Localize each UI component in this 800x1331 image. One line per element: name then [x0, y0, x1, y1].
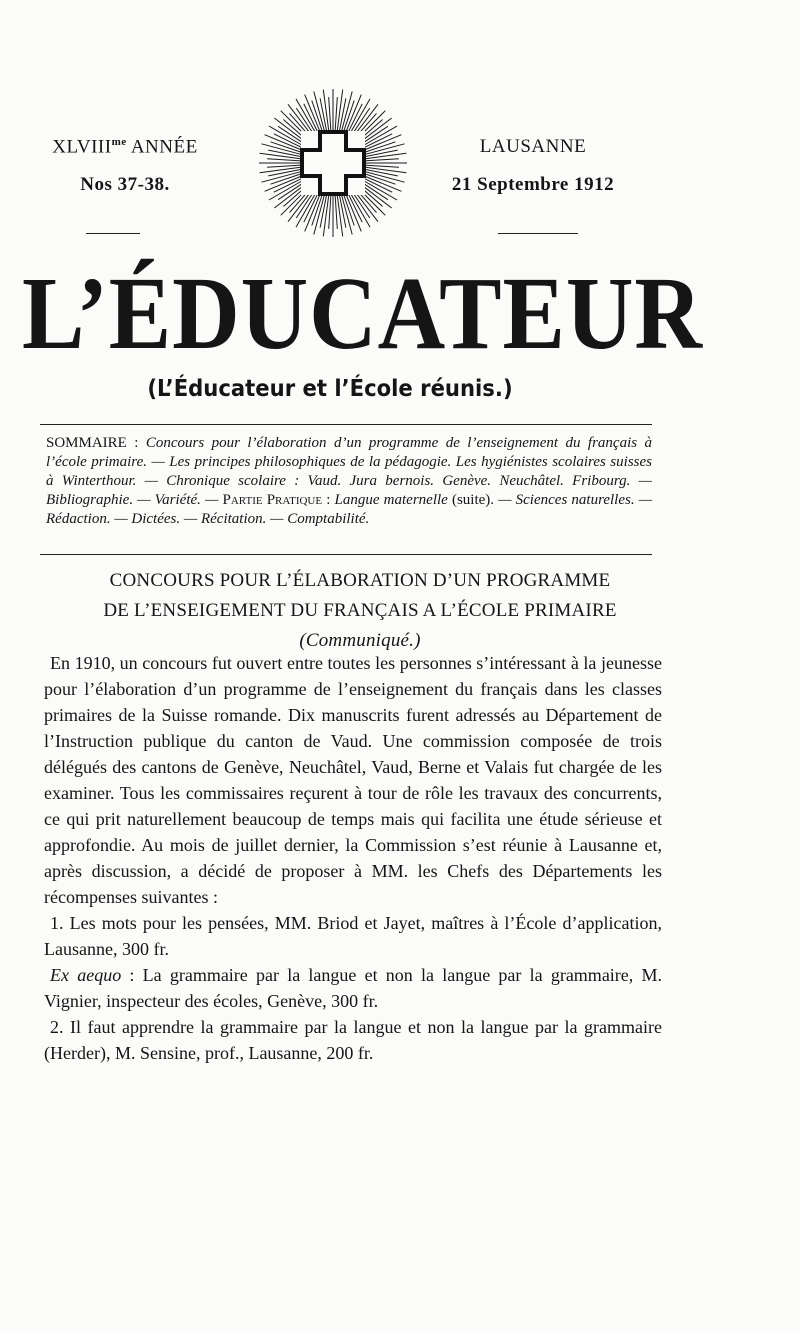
- practical-part-label: Partie Pratique :: [222, 492, 331, 508]
- practical-items-b: (suite).: [451, 492, 495, 508]
- award-item-1: 1. Les mots pour les pensées, MM. Briod et Jayet, maîtres à l’École d’application, Lausanne, 300 fr.: [44, 913, 662, 959]
- summary-items: Concours pour l’élaboration d’un programme de l’enseignement du français à l’école primaire. — Les principes philosophiques de la pédagogie. Les hygiénistes scolaires suisses à Winterthour. — Chronique scolaire : Vaud. Jura bernois. Genève. Neuchâtel. Fribourg. — Bibliographie. — Variété. —: [46, 435, 652, 508]
- article-title-line-1: CONCOURS POUR L’ÉLABORATION D’UN PROGRAMME: [109, 570, 611, 591]
- award-ex-aequo: [44, 962, 662, 1014]
- volume-line: $XLVIII^{me}$ ANNÉE: [52, 136, 198, 158]
- summary-bottom-rule: [40, 554, 652, 555]
- emblem-ray: [267, 165, 303, 167]
- emblem-ray: [329, 193, 331, 229]
- emblem-ray: [329, 97, 331, 133]
- practical-items-a: Langue maternelle: [334, 492, 448, 508]
- swiss-cross-emblem-icon: [258, 88, 408, 240]
- issue-number: Nos 37-38.: [80, 174, 170, 195]
- emblem-ray: [363, 165, 399, 167]
- place: LAUSANNE: [479, 136, 587, 157]
- ex-aequo-label: Ex aequo: [50, 965, 122, 985]
- summary-label: SOMMAIRE :: [46, 435, 139, 451]
- header-right-rule: [498, 233, 578, 234]
- article-title: [20, 566, 700, 656]
- header-volume-block: [30, 136, 220, 196]
- header-left-rule: [86, 233, 140, 234]
- emblem-ray: [335, 193, 337, 229]
- header-date-block: [418, 136, 648, 196]
- emblem-ray: [335, 97, 337, 133]
- article-title-line-2: DE L’ENSEIGEMENT DU FRANÇAIS A L’ÉCOLE PRIMAIRE: [103, 600, 617, 621]
- practical-items-c: — Sciences naturelles. — Rédaction. — Dictées. — Récitation. — Comptabilité.: [46, 492, 653, 527]
- issue-date: 21 Septembre 1912: [451, 174, 615, 195]
- masthead-title: L’ÉDUCATEUR: [22, 256, 703, 371]
- ex-aequo-text: : La grammaire par la langue et non la langue par la grammaire, M. Vignier, inspecteur des écoles, Genève, 300 fr.: [44, 965, 663, 1011]
- emblem-ray: [267, 159, 303, 161]
- summary: [46, 434, 652, 529]
- article-subtitle: (Communiqué.): [299, 630, 421, 651]
- award-item-2: 2. Il faut apprendre la grammaire par la langue et non la langue par la grammaire (Herder), M. Sensine, prof., Lausanne, 200 fr.: [44, 1017, 662, 1063]
- article-body: [44, 650, 662, 1066]
- summary-top-rule: [40, 424, 652, 425]
- masthead-subtitle: (L’Éducateur et l’École réunis.): [147, 376, 513, 402]
- emblem-ray: [363, 159, 399, 161]
- article-paragraph: En 1910, un concours fut ouvert entre toutes les personnes s’intéressant à la jeunesse pour l’élaboration d’un programme de l’enseignement du français dans les classes primaires de la Suisse romande. Dix manuscrits furent adressés au Département de l’Instruction publique du canton de Vaud. Une commission composée de trois délégués des cantons de Genève, Neuchâtel, Vaud, Berne et Valais fut chargée de les examiner. Tous les commissaires reçurent à tour de rôle les travaux des concurrents, ce qui prit naturellement beaucoup de temps mais qui facilita une étude sérieuse et approfondie. Au mois de juillet dernier, la Commission s’est réunie à Lausanne et, après discussion, a décidé de proposer à MM. les Chefs des Départements les récompenses suivantes :: [44, 653, 662, 907]
